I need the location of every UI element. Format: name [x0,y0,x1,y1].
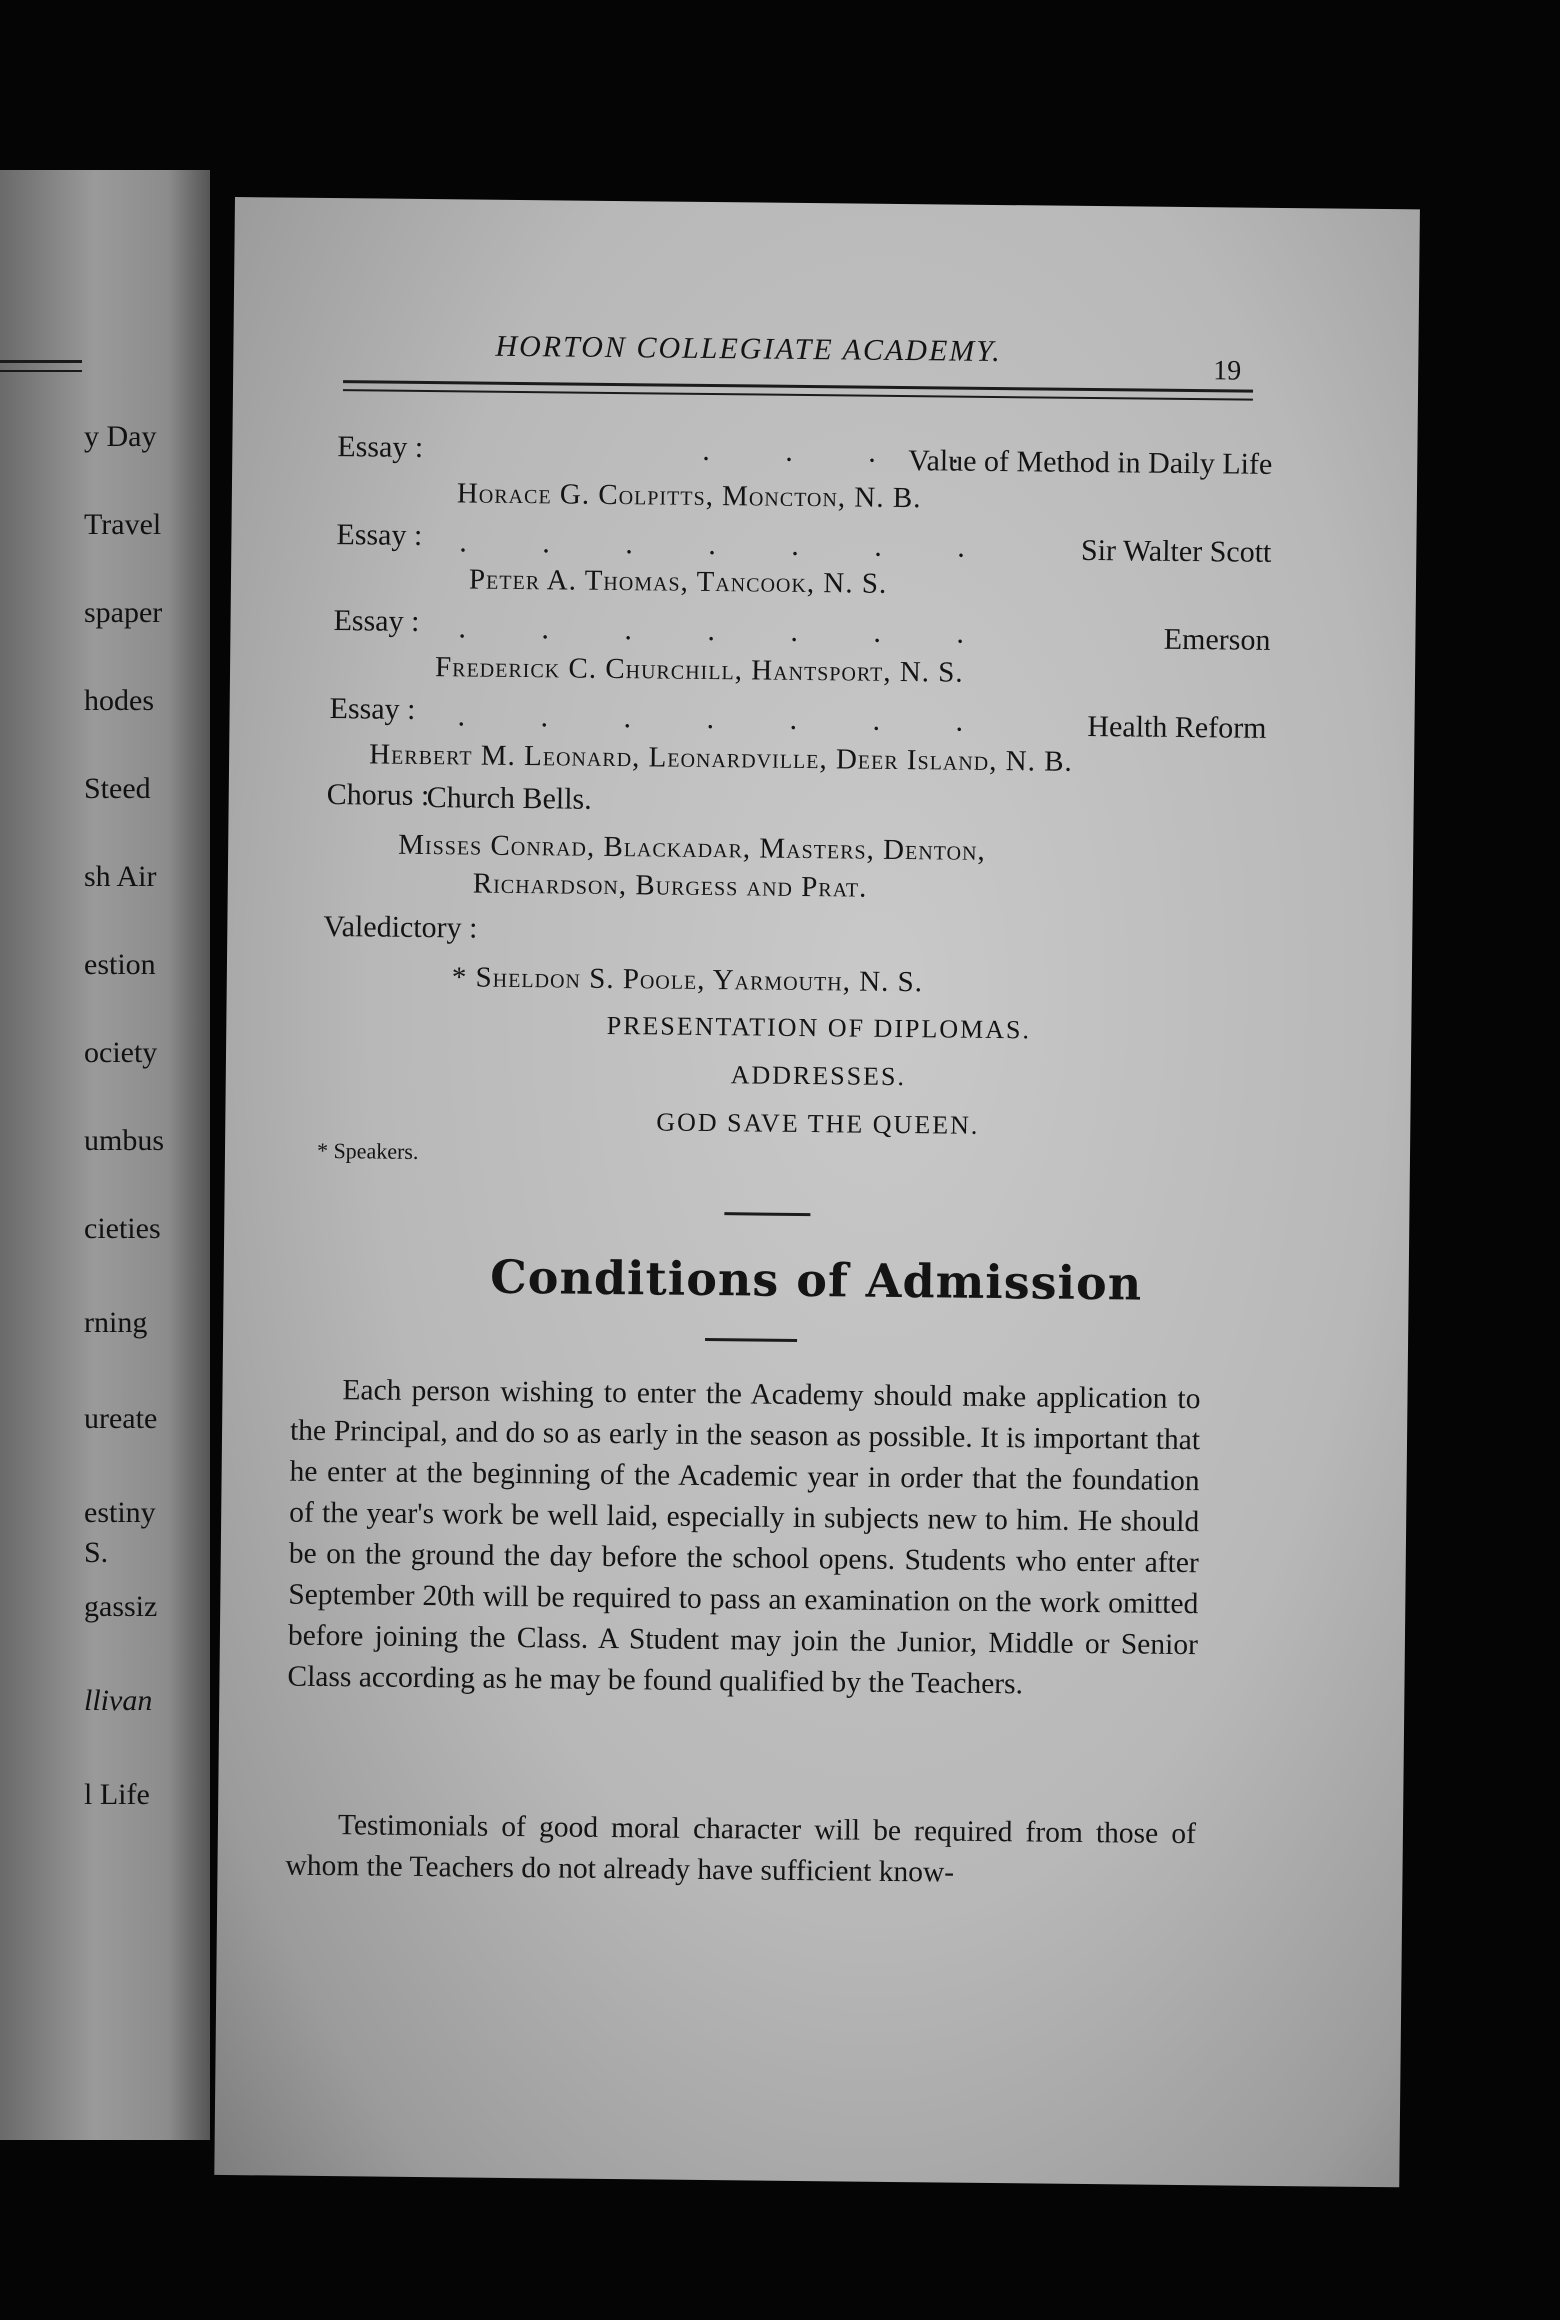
essay-label: Essay : [336,518,423,552]
facing-page-fragment: estiny [84,1496,156,1529]
facing-page-fragment: Travel [84,508,162,541]
section-title: Conditions of Admission [489,1249,1143,1311]
facing-page-fragment: y Day [84,420,157,453]
facing-page-fragment: S. [84,1536,109,1569]
essay-title: Health Reform [1087,709,1267,745]
section-rule-top [724,1212,810,1216]
page-number: 19 [1213,355,1242,387]
essay-speaker: Herbert M. Leonard, Leonardville, Deer Island, N. B. [369,738,1073,778]
essay-speaker: Horace G. Colpitts, Moncton, N. B. [456,477,922,515]
facing-page-fragment: hodes [84,684,154,717]
essay-title: Emerson [1163,622,1271,657]
leader-dots: . . . . . . . [459,525,1000,565]
admission-paragraph [287,1370,1200,1708]
header-rule [343,380,1253,401]
document-page [214,197,1420,2187]
program-closing-item: PRESENTATION OF DIPLOMAS. [606,1010,1032,1045]
running-head: HORTON COLLEGIATE ACADEMY. [495,329,1002,369]
valedictory-speaker: * Sheldon S. Poole, Yarmouth, N. S. [451,961,924,999]
facing-page-fragment: spaper [84,596,163,629]
essay-speaker: Frederick C. Churchill, Hantsport, N. S. [434,651,964,689]
chorus-performers: Misses Conrad, Blackadar, Masters, Denton, [398,828,986,867]
leader-dots: . . . . . . . [457,699,998,739]
facing-page-fragment: estion [84,948,156,981]
facing-page-fragment: rning [84,1306,148,1339]
facing-page-fragment: Steed [84,772,151,805]
paragraph-text: Testimonials of good moral character will be required from those of whom the Teachers do not already have sufficient know- [285,1809,1197,1889]
admission-paragraph [285,1805,1196,1897]
facing-page-fragment: ociety [84,1036,158,1069]
facing-page-rule [0,360,82,372]
program-closing-item: GOD SAVE THE QUEEN. [656,1107,980,1140]
chorus-title: Church Bells. [426,781,592,816]
program-closing-item: ADDRESSES. [730,1060,907,1092]
facing-page-fragment: l Life [84,1778,150,1811]
paragraph-text: Each person wishing to enter the Academy should make application to the Principal, and do so as early in the season as possible. It is important that he enter at the beginning of the Academic year in order that the foundation of the year's work be well laid, especially in subjects new to him. He should be on the ground the day before the school opens. Students who enter after September 20th will be required to pass an examination on the work omitted before joining the Class. A Student may join the Junior, Middle or Senior Class according as he may be found qualified by the Teachers. [287,1374,1201,1701]
facing-page-fragment: cieties [84,1212,161,1245]
essay-title: Sir Walter Scott [1080,533,1272,569]
essay-label: Essay : [333,604,420,638]
essay-speaker: Peter A. Thomas, Tancook, N. S. [468,563,888,600]
facing-page-fragment: llivan [84,1684,153,1717]
facing-page [0,170,210,2140]
footnote: * Speakers. [316,1137,419,1164]
facing-page-fragment: umbus [84,1124,165,1157]
essay-label: Essay : [337,430,424,464]
leader-dots: . . . . [702,433,994,470]
section-rule-bottom [705,1338,797,1342]
facing-page-fragment: ureate [84,1402,158,1435]
valedictory-label: Valedictory : [323,909,478,945]
essay-title: Value of Method in Daily Life [908,444,1273,481]
leader-dots: . . . . . . . [458,611,999,651]
facing-page-fragment: gassiz [84,1590,158,1623]
facing-page-fragment: sh Air [84,860,157,893]
essay-label: Essay : [329,692,416,726]
chorus-performers: Richardson, Burgess and Prat. [472,867,868,904]
chorus-label: Chorus : [326,777,430,813]
